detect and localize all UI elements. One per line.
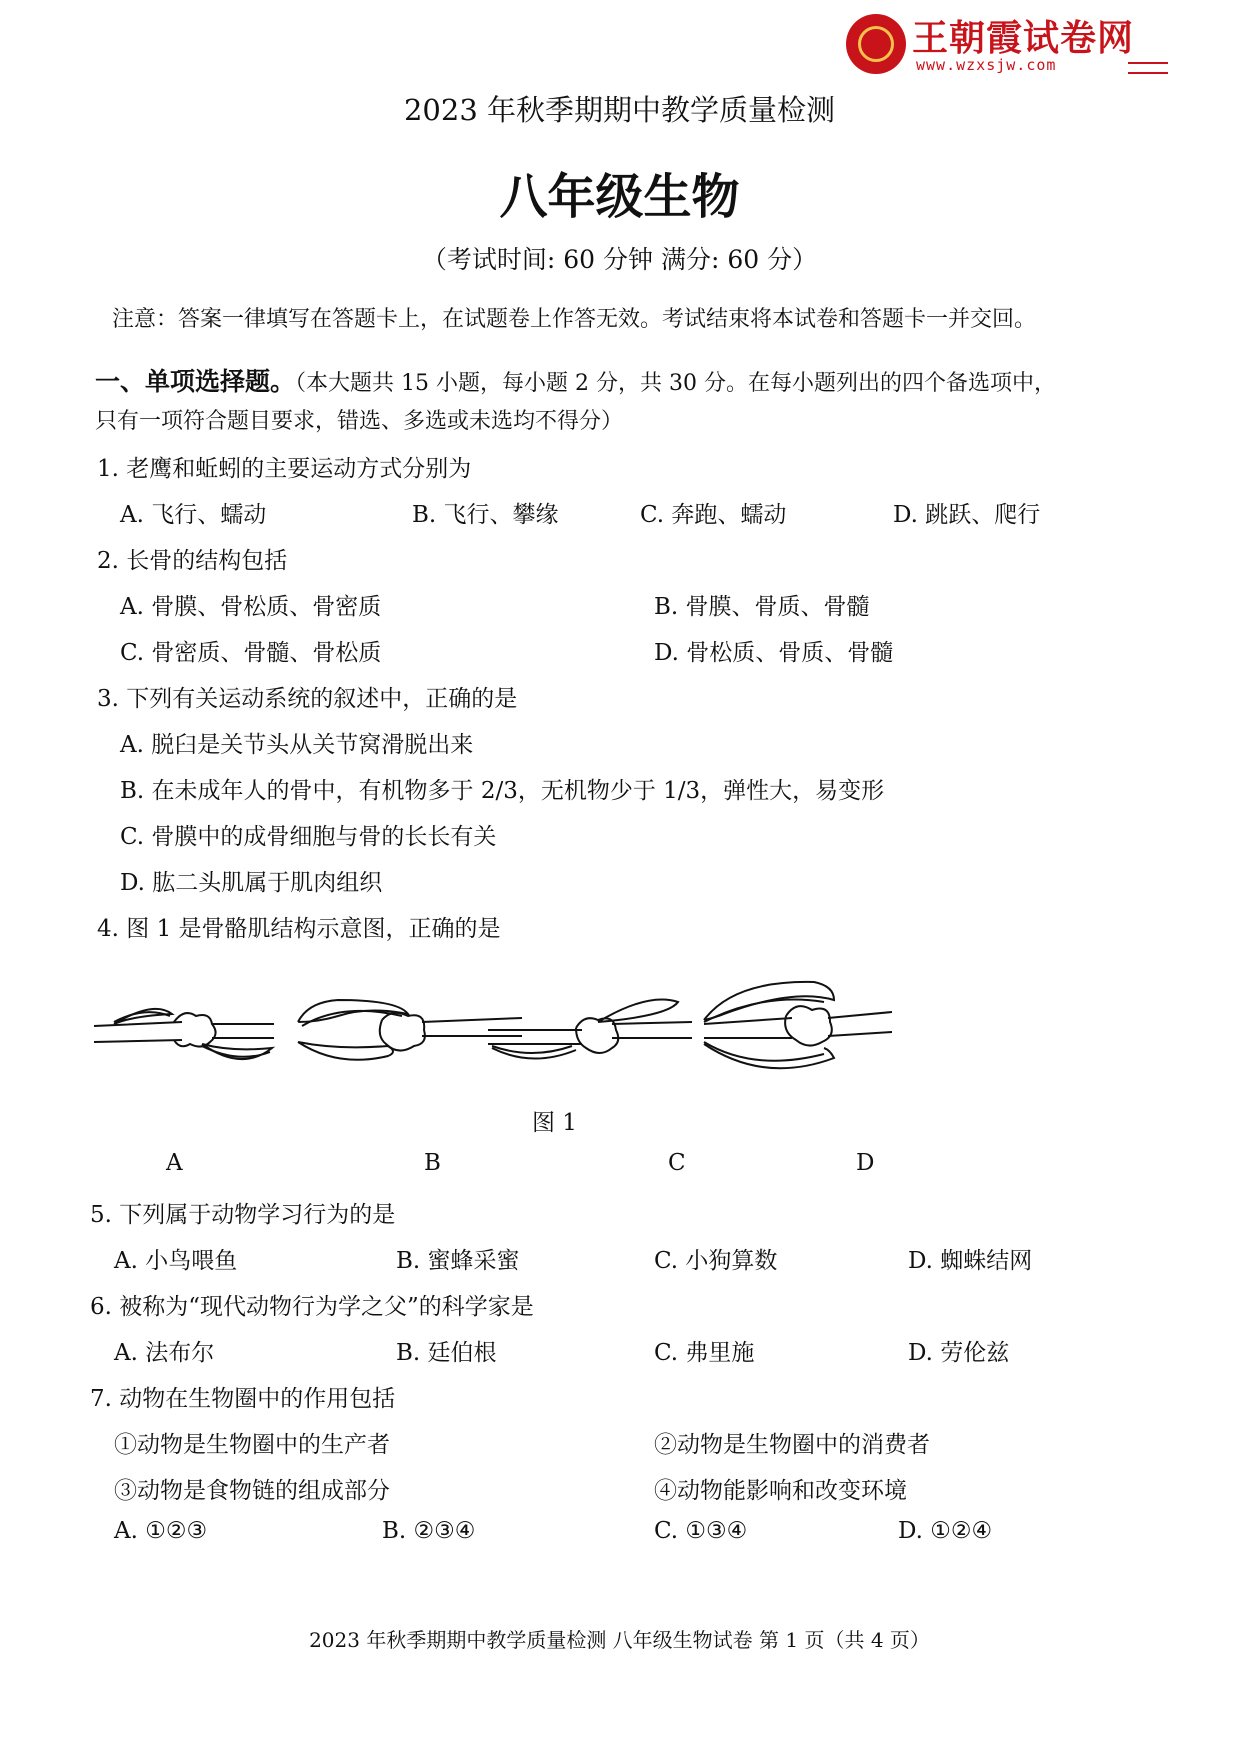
section-heading — [95, 362, 1056, 398]
q2-stem: 2. 长骨的结构包括 — [97, 548, 288, 574]
figure-label-d: D — [856, 1150, 875, 1176]
q5-option-a: A. 小鸟喂鱼 — [114, 1248, 238, 1274]
q7-statement-3: ③动物是食物链的组成部分 — [114, 1478, 390, 1504]
q7-stem: 7. 动物在生物圈中的作用包括 — [90, 1386, 396, 1412]
section-desc-1: （本大题共 15 小题，每小题 2 分，共 30 分。在每小题列出的四个备选项中， — [295, 371, 1056, 396]
skeletal-muscle-figure — [92, 972, 1002, 1072]
q5-stem: 5. 下列属于动物学习行为的是 — [90, 1202, 396, 1228]
figure-label-b: B — [424, 1150, 441, 1176]
q6-option-b: B. 廷伯根 — [396, 1340, 497, 1366]
q6-option-a: A. 法布尔 — [114, 1340, 215, 1366]
q1-option-c: C. 奔跑、蠕动 — [640, 502, 787, 528]
section-title: 一、单项选择题。 — [95, 367, 296, 396]
q6-option-d: D. 劳伦兹 — [908, 1340, 1010, 1366]
q6-option-c: C. 弗里施 — [654, 1340, 755, 1366]
q6-stem: 6. 被称为“现代动物行为学之父”的科学家是 — [90, 1294, 534, 1320]
brand-name: 王朝霞试卷网 — [912, 18, 1135, 59]
q1-option-b: B. 飞行、攀缘 — [412, 502, 559, 528]
brand-url: www.wzxsjw.com — [916, 56, 1057, 74]
q7-option-d: D. ①②④ — [898, 1518, 993, 1544]
q2-option-d: D. 骨松质、骨质、骨髓 — [654, 640, 894, 666]
figure-a-diagram — [94, 1009, 274, 1059]
q5-option-b: B. 蜜蜂采蜜 — [396, 1248, 520, 1274]
q7-option-c: C. ①③④ — [654, 1518, 748, 1544]
q3-stem: 3. 下列有关运动系统的叙述中，正确的是 — [97, 686, 518, 712]
q7-statement-2: ②动物是生物圈中的消费者 — [654, 1432, 930, 1458]
q4-stem: 4. 图 1 是骨骼肌结构示意图，正确的是 — [97, 916, 501, 942]
q2-option-b: B. 骨膜、骨质、骨髓 — [654, 594, 870, 620]
q5-option-c: C. 小狗算数 — [654, 1248, 778, 1274]
exam-info: （考试时间: 60 分钟 满分: 60 分） — [421, 245, 818, 274]
exam-title: 2023 年秋季期期中教学质量检测 — [403, 93, 836, 127]
brand-logo — [846, 12, 1166, 74]
notice: 注意：答案一律填写在答题卡上，在试题卷上作答无效。考试结束将本试卷和答题卡一并交回。 — [112, 307, 1037, 332]
q1-stem: 1. 老鹰和蚯蚓的主要运动方式分别为 — [97, 456, 472, 482]
q3-option-c: C. 骨膜中的成骨细胞与骨的长长有关 — [120, 824, 497, 850]
q2-option-a: A. 骨膜、骨松质、骨密质 — [120, 594, 382, 620]
figure-label-a: A — [166, 1150, 183, 1176]
subject-title: 八年级生物 — [499, 169, 740, 225]
page-footer: 2023 年秋季期期中教学质量检测 八年级生物试卷 第 1 页（共 4 页） — [309, 1628, 930, 1652]
q3-option-b: B. 在未成年人的骨中，有机物多于 2/3，无机物少于 1/3，弹性大，易变形 — [120, 778, 885, 804]
q3-option-a: A. 脱臼是关节头从关节窝滑脱出来 — [120, 732, 474, 758]
q1-option-d: D. 跳跃、爬行 — [893, 502, 1041, 528]
q7-statement-1: ①动物是生物圈中的生产者 — [114, 1432, 390, 1458]
q1-option-a: A. 飞行、蠕动 — [120, 502, 267, 528]
figure-caption: 图 1 — [532, 1110, 577, 1136]
q2-option-c: C. 骨密质、骨髓、骨松质 — [120, 640, 382, 666]
q7-statement-4: ④动物能影响和改变环境 — [654, 1478, 907, 1504]
figure-label-c: C — [668, 1150, 686, 1176]
figure-c-diagram — [488, 1000, 692, 1059]
q3-option-d: D. 肱二头肌属于肌肉组织 — [120, 870, 383, 896]
brand-seal-icon — [846, 14, 906, 74]
brand-decoration — [1128, 62, 1168, 74]
q7-option-b: B. ②③④ — [382, 1518, 476, 1544]
q7-option-a: A. ①②③ — [114, 1518, 208, 1544]
section-desc-2: 只有一项符合题目要求，错选、多选或未选均不得分） — [95, 409, 624, 434]
figure-d-diagram — [704, 982, 892, 1068]
q5-option-d: D. 蜘蛛结网 — [908, 1248, 1033, 1274]
